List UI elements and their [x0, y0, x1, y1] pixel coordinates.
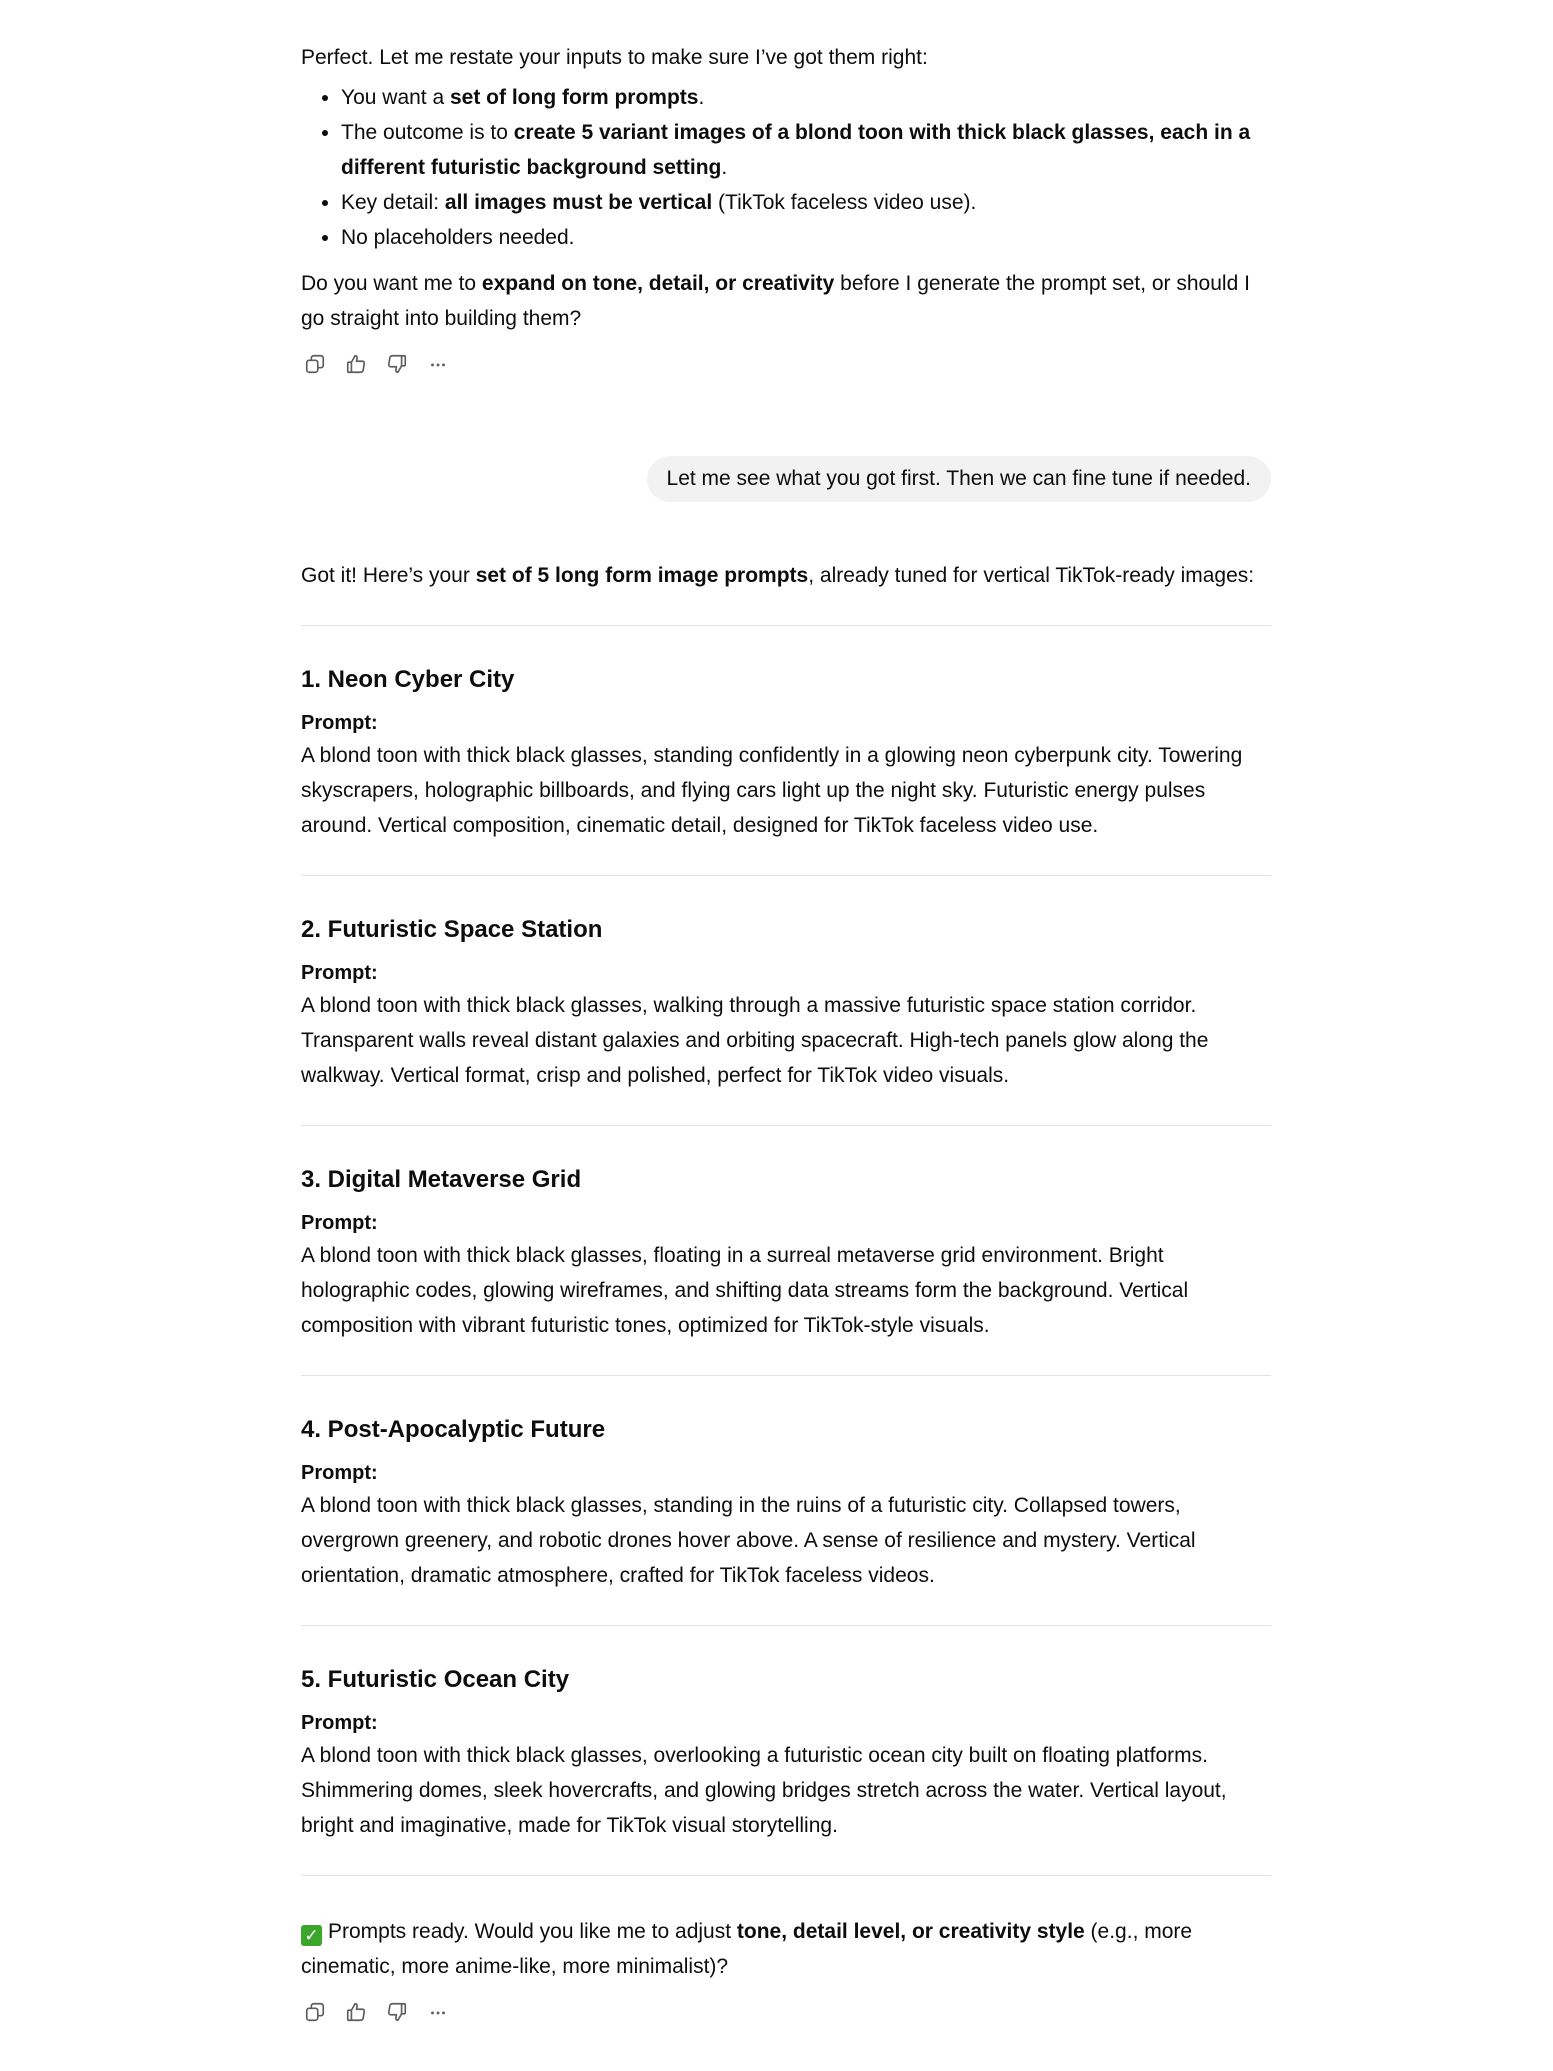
prompt-label: Prompt: — [301, 1462, 378, 1484]
user-message-row — [301, 456, 1271, 502]
chat-thread — [301, 0, 1271, 2026]
question-text: Do you want me to — [301, 272, 482, 295]
user-message-bubble: Let me see what you got first. Then we can fine tune if needed. — [647, 456, 1271, 502]
assistant-question — [301, 266, 1271, 336]
prompt-title: 4. Post-Apocalyptic Future — [301, 1416, 606, 1443]
message-actions — [301, 1998, 1271, 2026]
divider — [301, 1875, 1271, 1876]
question-bold: expand on tone, detail, or creativity — [481, 272, 835, 295]
prompt-section — [301, 1376, 1271, 1593]
prompt-label: Prompt: — [301, 712, 378, 734]
thumbs-down-icon — [386, 353, 408, 375]
closing-text: (e.g., more cinematic, more anime-like, more minimalist)? — [301, 1920, 1193, 1978]
more-options-button[interactable] — [424, 351, 451, 378]
list-item — [341, 220, 1271, 255]
prompt-body: A blond toon with thick black glasses, walking through a massive futuristic space station corridor. Transparent walls reveal distant galaxies and orbiting spacecraft. High-tech panels glow along the walkway. Vertical format, crisp and polished, perfect for TikTok video visuals. — [301, 994, 1209, 1087]
more-icon — [427, 353, 449, 375]
assistant-closing — [301, 1914, 1271, 1984]
list-item — [341, 185, 1271, 220]
prompt-title: 3. Digital Metaverse Grid — [301, 1166, 582, 1193]
prompt-title: 5. Futuristic Ocean City — [301, 1666, 570, 1693]
prompt-section — [301, 1626, 1271, 1843]
prompt-section — [301, 876, 1271, 1093]
prompt-body: A blond toon with thick black glasses, standing in the ruins of a futuristic city. Collapsed towers, overgrown greenery, and robotic drones hover above. A sense of resilience and mystery. Vertical orientation, dramatic atmosphere, crafted for TikTok faceless videos. — [301, 1494, 1196, 1587]
thumbs-up-button[interactable] — [342, 351, 369, 378]
more-options-button[interactable] — [424, 1999, 451, 2026]
prompt-section — [301, 1126, 1271, 1343]
thumbs-up-button[interactable] — [342, 1999, 369, 2026]
list-item-bold: all images must be vertical — [444, 191, 713, 214]
prompt-body: A blond toon with thick black glasses, standing confidently in a glowing neon cyberpunk city. Towering skyscrapers, holographic billboards, and flying cars light up the night sky. Futuristic energy pulses around. Vertical composition, cinematic detail, designed for TikTok faceless video use. — [301, 744, 1243, 837]
prompt-label: Prompt: — [301, 1712, 378, 1734]
intro-text: Got it! Here’s your — [301, 564, 476, 587]
thumbs-down-button[interactable] — [383, 351, 410, 378]
check-mark-emoji-icon: ✓ — [301, 1925, 322, 1946]
prompt-title: 1. Neon Cyber City — [301, 666, 515, 693]
thumbs-up-icon — [345, 2001, 367, 2023]
list-item-text: You want a — [341, 86, 450, 109]
more-icon — [427, 2001, 449, 2023]
thumbs-down-button[interactable] — [383, 1999, 410, 2026]
assistant-message — [301, 558, 1271, 2026]
copy-button[interactable] — [301, 1999, 328, 2026]
intro-text: , already tuned for vertical TikTok-ready images: — [808, 564, 1255, 587]
list-item-bold: create 5 variant images of a blond toon with thick black glasses, each in a different futuristic background setting — [341, 121, 1251, 179]
closing-bold: tone, detail level, or creativity style — [736, 1920, 1085, 1943]
copy-button[interactable] — [301, 351, 328, 378]
list-item-text: . — [721, 156, 728, 179]
prompt-body: A blond toon with thick black glasses, overlooking a futuristic ocean city built on floating platforms. Shimmering domes, sleek hovercrafts, and glowing bridges stretch across the water. Vertical layout, bright and imaginative, made for TikTok visual storytelling. — [301, 1744, 1227, 1837]
prompt-label: Prompt: — [301, 1212, 378, 1234]
copy-icon — [304, 2001, 326, 2023]
prompt-label: Prompt: — [301, 962, 378, 984]
prompt-section — [301, 626, 1271, 843]
question-text: before I generate the prompt set, or should I go straight into building them? — [301, 272, 1250, 330]
intro-bold: set of 5 long form image prompts — [475, 564, 809, 587]
thumbs-down-icon — [386, 2001, 408, 2023]
list-item-text: . — [698, 86, 705, 109]
assistant-message — [301, 40, 1271, 378]
assistant-intro — [301, 558, 1271, 593]
list-item-bold: set of long form prompts — [449, 86, 699, 109]
list-item-text: Key detail: — [341, 191, 445, 214]
prompt-title: 2. Futuristic Space Station — [301, 916, 603, 943]
input-summary-list — [301, 80, 1271, 255]
list-item-text: The outcome is to — [341, 121, 514, 144]
assistant-intro: Perfect. Let me restate your inputs to make sure I’ve got them right: — [301, 46, 928, 69]
list-item-text: No placeholders needed. — [341, 226, 575, 249]
copy-icon — [304, 353, 326, 375]
list-item — [341, 80, 1271, 115]
list-item-text: (TikTok faceless video use). — [712, 191, 977, 214]
list-item — [341, 115, 1271, 185]
thumbs-up-icon — [345, 353, 367, 375]
closing-text: Prompts ready. Would you like me to adjust — [328, 1920, 737, 1943]
message-actions — [301, 350, 1271, 378]
prompt-body: A blond toon with thick black glasses, floating in a surreal metaverse grid environment. Bright holographic codes, glowing wireframes, and shifting data streams form the background. Vertical composition with vibrant futuristic tones, optimized for TikTok-style visuals. — [301, 1244, 1189, 1337]
